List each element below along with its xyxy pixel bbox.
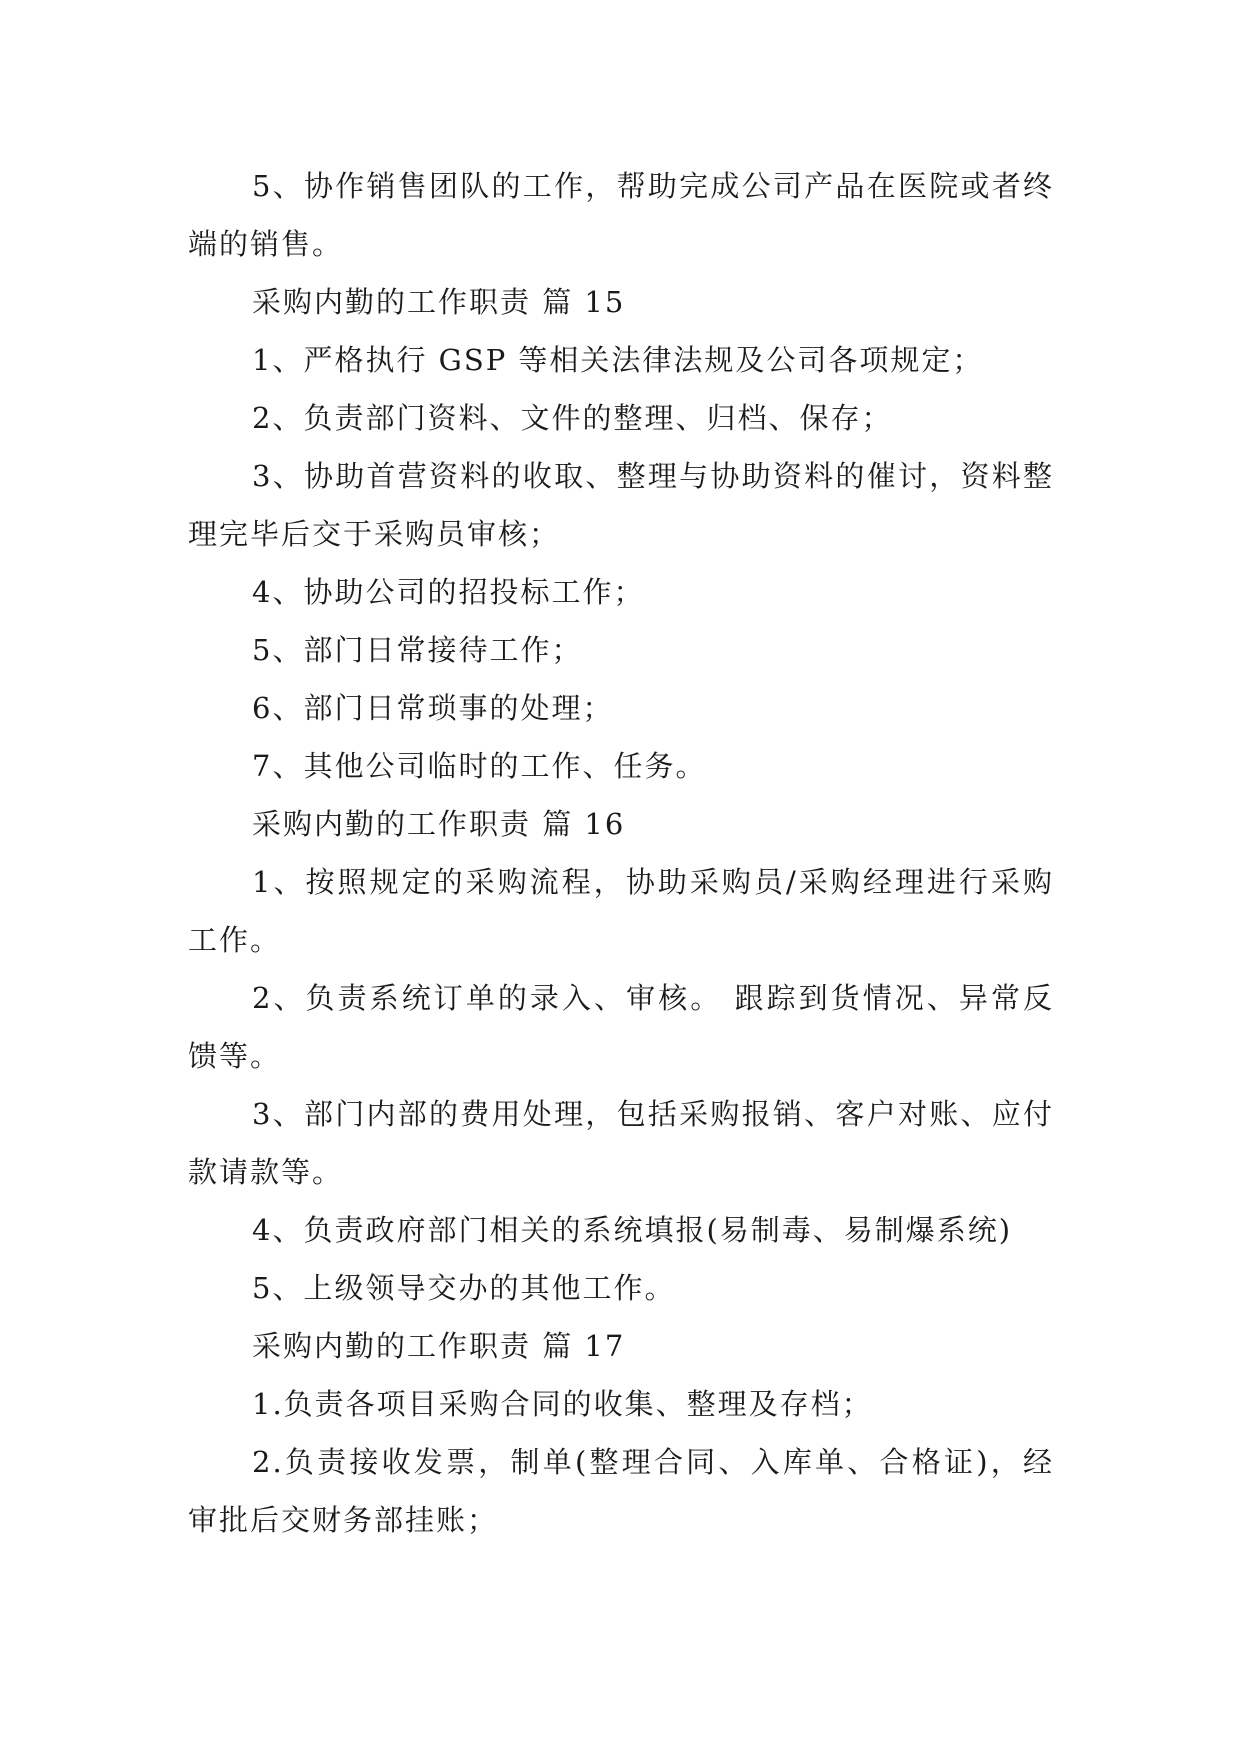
section-heading: 采购内勤的工作职责 篇 16: [252, 807, 626, 841]
paragraph: 7、其他公司临时的工作、任务。: [252, 749, 707, 783]
paragraph: 1、严格执行 GSP 等相关法律法规及公司各项规定；: [252, 343, 984, 377]
paragraph: 4、负责政府部门相关的系统填报(易制毒、易制爆系统): [252, 1213, 1013, 1247]
paragraph: 5、部门日常接待工作；: [252, 633, 583, 667]
paragraph: 4、协助公司的招投标工作；: [252, 575, 645, 609]
paragraph: 2.负责接收发票，制单(整理合同、入库单、合格证)，经审批后交财务部挂账；: [188, 1445, 1054, 1537]
paragraph: 1、按照规定的采购流程，协助采购员/采购经理进行采购工作。: [188, 865, 1054, 957]
section-heading: 采购内勤的工作职责 篇 17: [252, 1329, 626, 1363]
paragraph: 6、部门日常琐事的处理；: [252, 691, 614, 725]
paragraph: 1.负责各项目采购合同的收集、整理及存档；: [252, 1387, 873, 1421]
document-body: [188, 157, 1054, 1549]
paragraph: 5、上级领导交办的其他工作。: [252, 1271, 676, 1305]
paragraph: 5、协作销售团队的工作，帮助完成公司产品在医院或者终端的销售。: [188, 169, 1054, 261]
paragraph: 3、部门内部的费用处理，包括采购报销、客户对账、应付款请款等。: [188, 1097, 1054, 1189]
section-heading: 采购内勤的工作职责 篇 15: [252, 285, 626, 319]
paragraph: 2、负责部门资料、文件的整理、归档、保存；: [252, 401, 893, 435]
paragraph: 2、负责系统订单的录入、审核。 跟踪到货情况、异常反馈等。: [188, 981, 1054, 1073]
paragraph: 3、协助首营资料的收取、整理与协助资料的催讨，资料整理完毕后交于采购员审核；: [188, 459, 1054, 551]
